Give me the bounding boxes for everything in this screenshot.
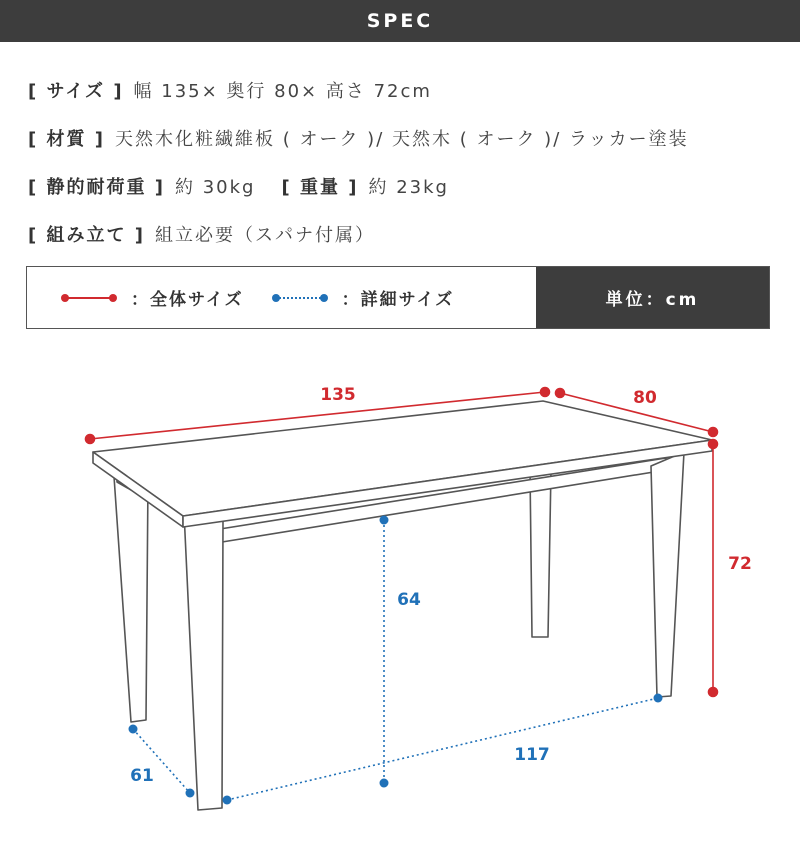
inner-width-line: [227, 698, 658, 800]
spec-load-value: 約 30kg: [175, 177, 256, 198]
legend-overall-label: ：全体サイズ: [131, 290, 244, 310]
depth-value: 80: [633, 388, 657, 408]
table-leg-back-right: [530, 470, 551, 637]
spec-assembly-value: 組立必要（スパナ付属）: [155, 225, 375, 246]
height-value: 72: [728, 554, 752, 574]
spec-material-value: 天然木化粧繊維板 ( オーク )/ 天然木 ( オーク )/ ラッカー塗装: [115, 129, 689, 150]
table-leg-back-left: [113, 462, 148, 722]
table-leg-front-left: [184, 512, 223, 810]
spec-material-label: [ 材質 ]: [28, 129, 105, 150]
inner-height-value: 64: [397, 590, 421, 610]
spec-load-label: [ 静的耐荷重 ]: [28, 177, 165, 198]
table-leg-front-right: [651, 452, 684, 697]
spec-weight-value: 約 23kg: [368, 177, 449, 198]
header-title: SPEC: [366, 10, 434, 32]
spec-size-label: [ サイズ ]: [28, 81, 124, 102]
inner-width-value: 117: [514, 745, 550, 765]
width-value: 135: [320, 385, 356, 405]
spec-assembly-label: [ 組み立て ]: [28, 225, 145, 246]
inner-depth-value: 61: [130, 766, 154, 786]
legend-detail-label: ：詳細サイズ: [341, 290, 455, 310]
spec-size-value: 幅 135× 奥行 80× 高さ 72cm: [133, 81, 432, 102]
spec-weight-label: [ 重量 ]: [281, 177, 359, 198]
unit-label: 単位：cm: [605, 290, 700, 310]
